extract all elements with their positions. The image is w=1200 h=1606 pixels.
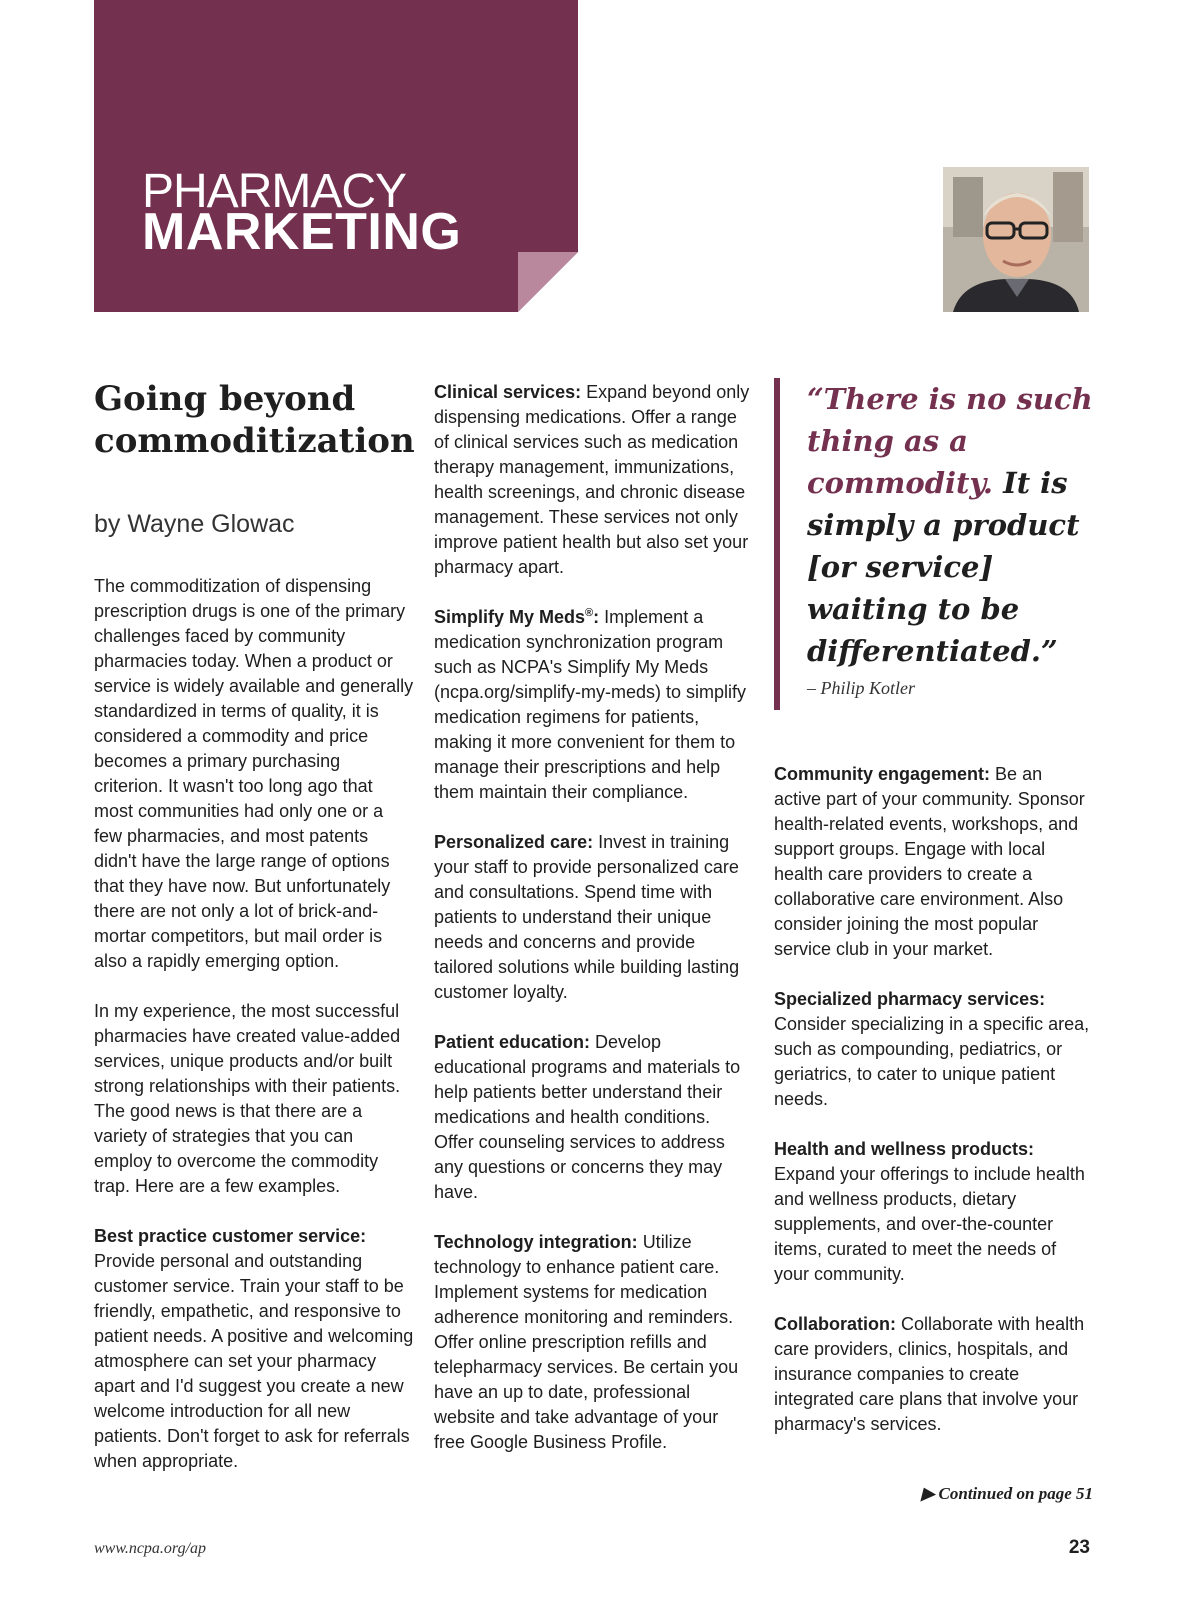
- section-simplify-my-meds: [434, 605, 754, 805]
- section-collaboration: [774, 1312, 1094, 1437]
- section-heading: Community engagement:: [774, 764, 991, 784]
- continued-link[interactable]: ▶ Continued on page 51: [921, 1484, 1093, 1503]
- pull-quote-attribution: – Philip Kotler: [807, 678, 915, 698]
- article-byline: by Wayne Glowac: [94, 510, 295, 538]
- author-portrait-image: [943, 167, 1089, 312]
- section-patient-education: [434, 1030, 754, 1205]
- article-column-3: [774, 378, 1094, 1462]
- section-specialized-services: [774, 987, 1094, 1112]
- section-kicker-line2: MARKETING: [142, 203, 462, 261]
- article-title: Going beyond commoditization: [94, 379, 415, 461]
- heading-colon: :: [593, 607, 600, 627]
- paragraph-intro: The commoditization of dispensing prescription drugs is one of the primary challenges faced by community pharmacies today. When a product or service is widely available and generally standardized in terms of quality, it is considered a commodity and price becomes a primary purchasing criterion. It wasn't too long ago that most communities had only one or a few pharmacies, and most patents didn't have the large range of options that they have now. But unfortunately there are not only a lot of brick-and-mortar competitors, but mail order is also a rapidly emerging option.: [94, 576, 414, 971]
- section-body: Be an active part of your community. Sponsor health-related events, workshops, and support groups. Engage with local health care providers to create a collaborative care environment. Also consider joining the most popular service club in your market.: [774, 764, 1085, 959]
- section-body: Implement a medication synchronization program such as NCPA's Simplify My Meds (ncpa.org/simplify-my-meds) to simplify medication regimens for patients, making it more convenient for them to manage their prescriptions and help them maintain their compliance.: [434, 607, 747, 802]
- page-number: 23: [1068, 1537, 1090, 1558]
- section-heading: [434, 607, 599, 627]
- paragraph-experience: In my experience, the most successful pharmacies have created value-added services, unique products and/or built strong relationships with their patients. The good news is that there are a variety of strategies that you can employ to overcome the commodity trap. Here are a few examples.: [94, 1001, 401, 1196]
- section-kicker-line1: PHARMACY: [142, 165, 407, 218]
- article-column-1: [94, 378, 414, 1499]
- section-heading: Clinical services:: [434, 382, 582, 402]
- section-heading: Patient education:: [434, 1032, 591, 1052]
- section-banner: [94, 0, 578, 312]
- footer-url[interactable]: www.ncpa.org/ap: [94, 1540, 207, 1557]
- section-body: Develop educational programs and materials to help patients better understand their medications and health conditions. Offer counseling services to address any questions or concerns they may have.: [434, 1032, 741, 1202]
- section-health-wellness: [774, 1137, 1094, 1287]
- section-heading: Personalized care:: [434, 832, 594, 852]
- section-heading: Health and wellness products:: [774, 1139, 1035, 1159]
- article-column-2: [434, 380, 754, 1480]
- pull-quote-accent: “There is no such thing as a commodity.: [807, 382, 1093, 500]
- section-body: Consider specializing in a specific area, such as compounding, pediatrics, or geriatrics, to cater to unique patient needs.: [774, 1014, 1090, 1109]
- section-clinical-services: [434, 380, 754, 580]
- section-technology-integration: [434, 1230, 754, 1455]
- section-customer-service: [94, 1224, 414, 1474]
- section-body: Collaborate with health care providers, clinics, hospitals, and insurance companies to create integrated care plans that involve your pharmacy's services.: [774, 1314, 1085, 1434]
- section-heading: Best practice customer service:: [94, 1226, 367, 1246]
- section-body: Provide personal and outstanding customer service. Train your staff to be friendly, empathetic, and responsive to patient needs. A positive and welcoming atmosphere can set your pharmacy apart and I'd suggest you create a new welcome introduction for all new patients. Don't forget to ask for referrals when appropriate.: [94, 1251, 414, 1471]
- author-portrait: [943, 167, 1089, 312]
- section-heading: Technology integration:: [434, 1232, 638, 1252]
- pull-quote: [774, 378, 1094, 710]
- section-community-engagement: [774, 762, 1094, 962]
- section-heading-text: Simplify My Meds: [434, 607, 586, 627]
- pull-quote-text: [807, 378, 1094, 672]
- registered-mark: ®: [585, 607, 594, 619]
- section-personalized-care: [434, 830, 754, 1005]
- section-body: Invest in training your staff to provide personalized care and consultations. Spend time with patients to understand their unique needs and concerns and provide tailored solutions while building lasting customer loyalty.: [434, 832, 740, 1002]
- section-body: Expand your offerings to include health and wellness products, dietary supplements, and over-the-counter items, curated to meet the needs of your community.: [774, 1164, 1085, 1284]
- section-heading: Collaboration:: [774, 1314, 896, 1334]
- section-body: Expand beyond only dispensing medications. Offer a range of clinical services such as medication therapy management, immunizations, health screenings, and chronic disease management. These services not only improve patient health but also set your pharmacy apart.: [434, 382, 750, 577]
- section-body: Utilize technology to enhance patient care. Implement systems for medication adherence monitoring and reminders. Offer online prescription refills and telepharmacy services. Be certain you have an up to date, professional website and take advantage of your free Google Business Profile.: [434, 1232, 739, 1452]
- pull-quote-rest: It is simply a product [or service] waiting to be differentiated.”: [807, 466, 1080, 668]
- section-heading: Specialized pharmacy services:: [774, 989, 1046, 1009]
